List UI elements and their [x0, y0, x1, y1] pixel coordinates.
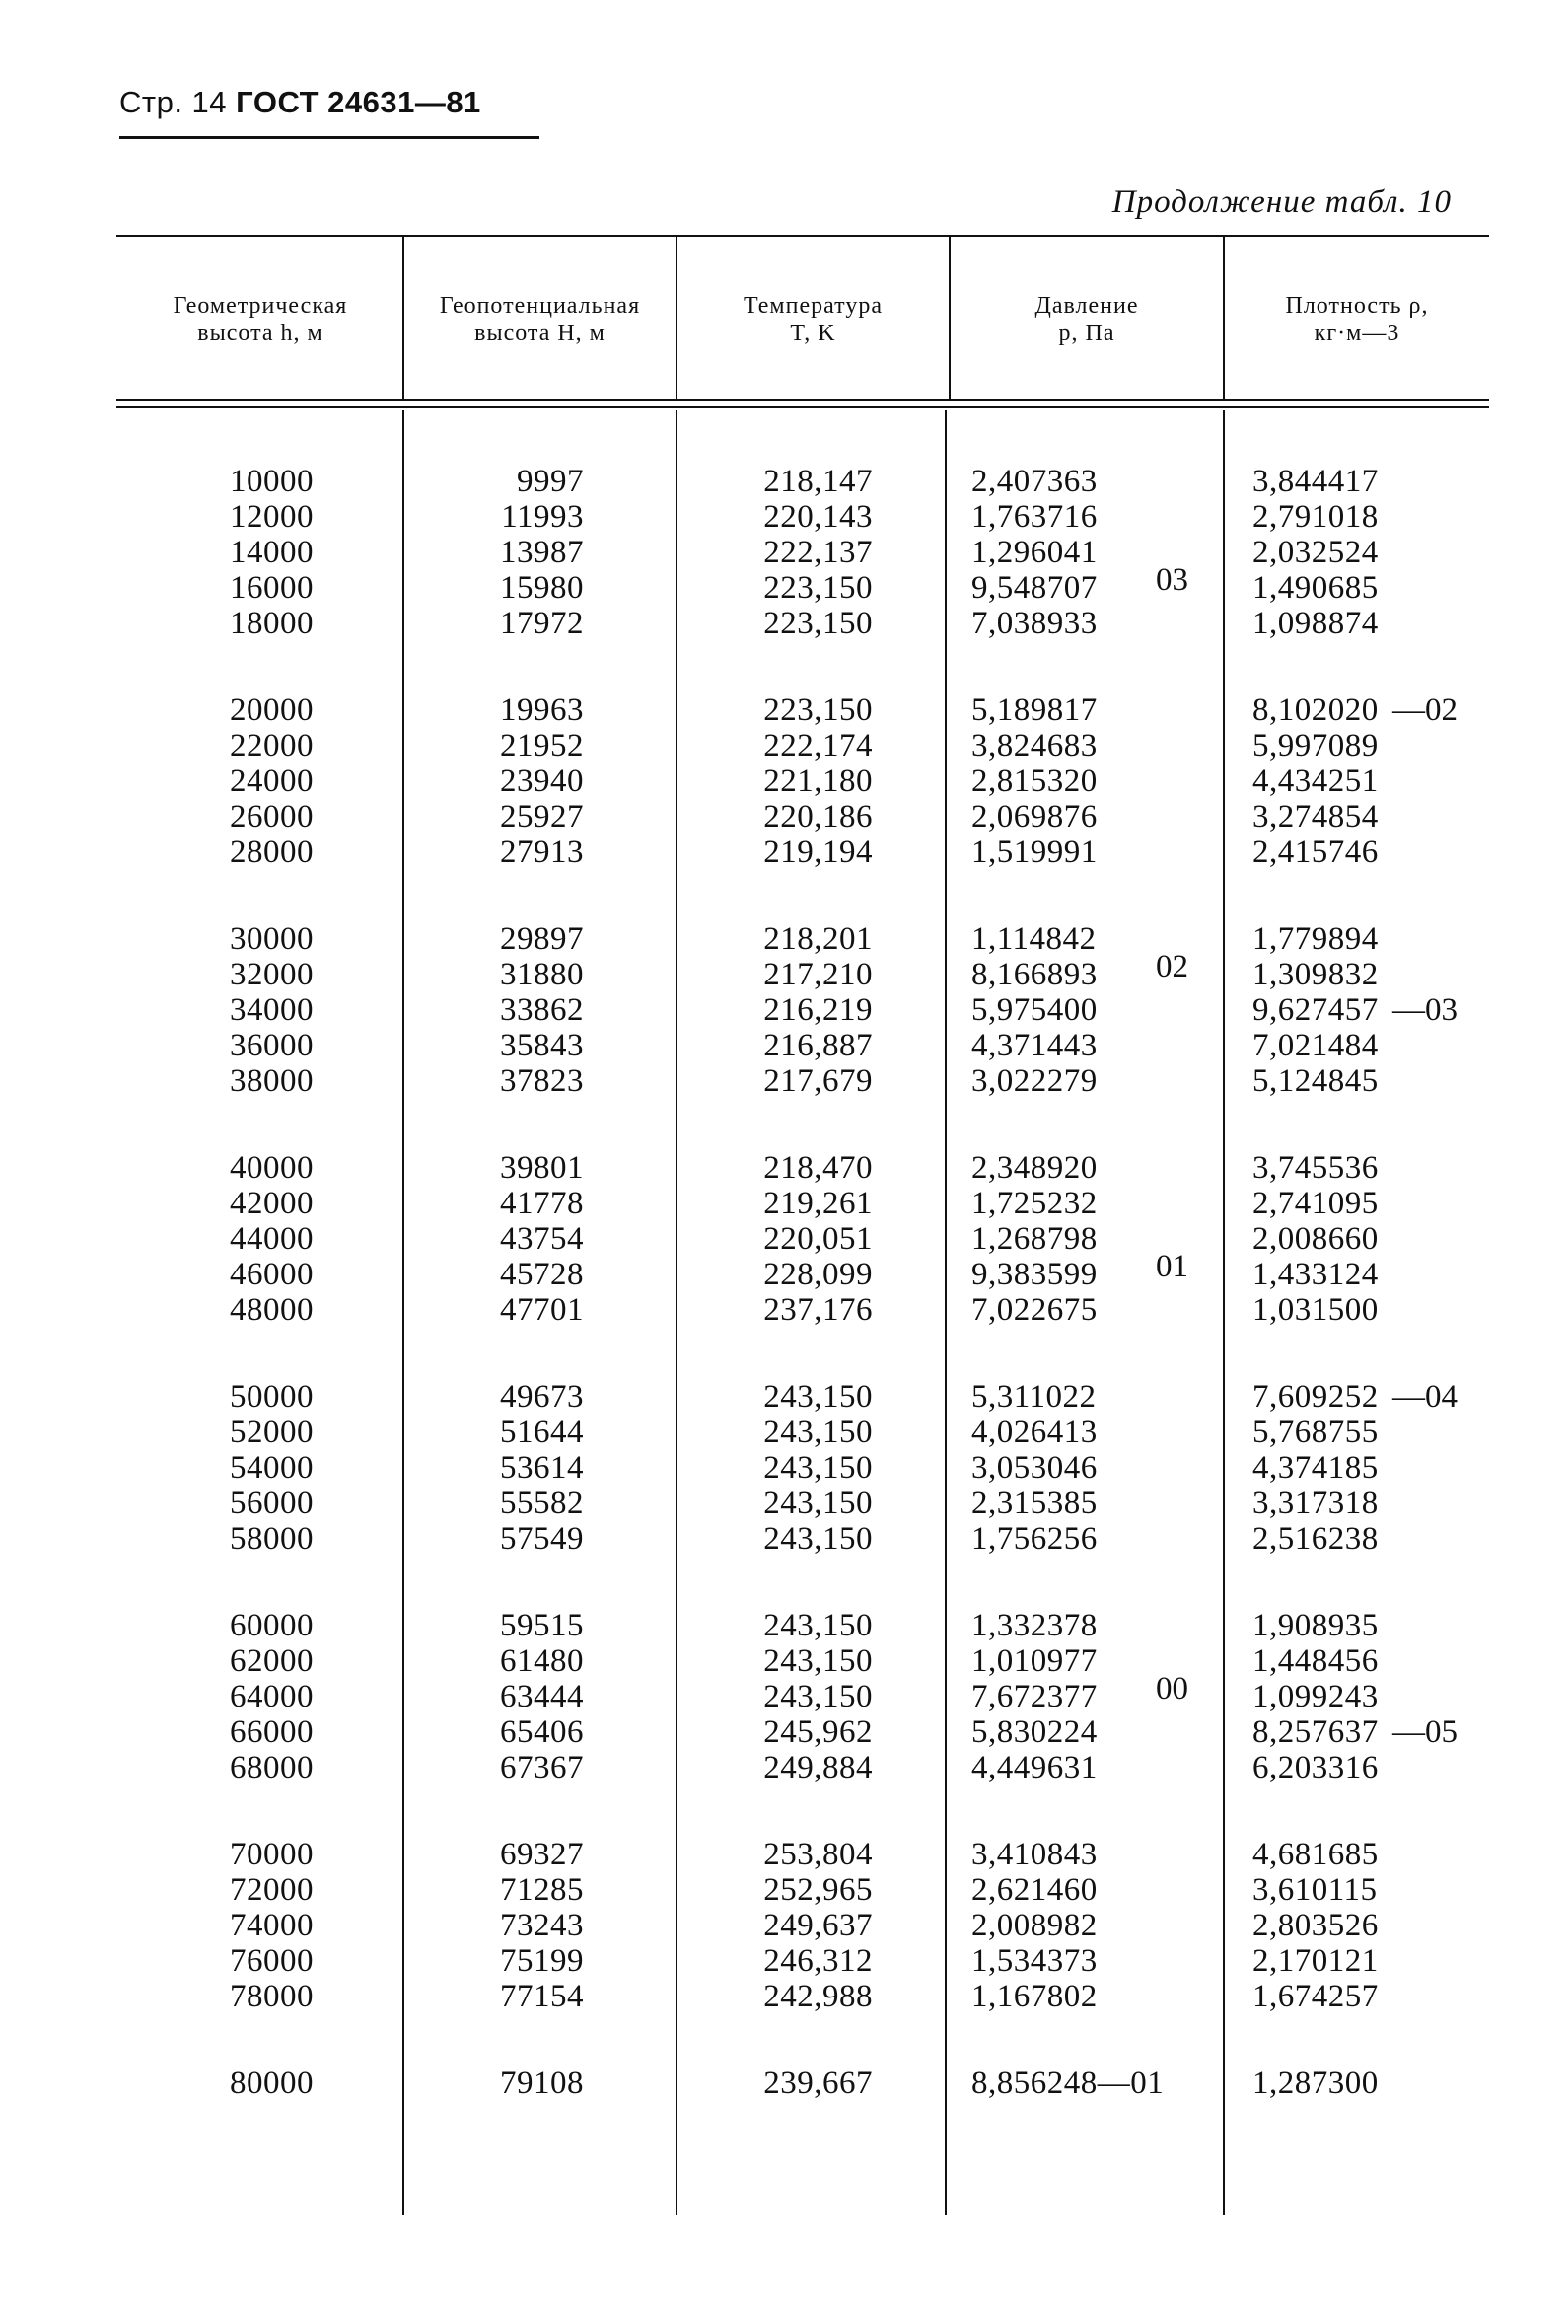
pressure-exponent: 01 [1156, 1249, 1188, 1284]
column-header-line: Давление [1034, 293, 1139, 319]
cell-geometric-height: 26000 [230, 799, 314, 835]
col-divider-1 [402, 410, 404, 2215]
cell-pressure: 9,383599 [971, 1257, 1098, 1292]
cell-pressure: 5,830224 [971, 1714, 1098, 1750]
cell-temperature: 219,194 [763, 835, 873, 870]
cell-temperature: 217,210 [763, 957, 873, 992]
cell-pressure: 1,756256 [971, 1521, 1098, 1557]
cell-temperature: 220,143 [763, 499, 873, 535]
column-header-line: p, Па [1058, 321, 1115, 346]
cell-geometric-height: 58000 [230, 1521, 314, 1557]
cell-density: 2,741095 [1252, 1186, 1379, 1221]
column-header-temperature [677, 292, 949, 347]
cell-density: 2,803526 [1252, 1908, 1379, 1943]
density-exponent: —04 [1392, 1379, 1458, 1415]
cell-temperature: 246,312 [763, 1943, 873, 1979]
cell-density: 1,490685 [1252, 570, 1379, 606]
cell-temperature: 221,180 [763, 763, 873, 799]
cell-temperature: 218,201 [763, 921, 873, 957]
cell-pressure: 1,725232 [971, 1186, 1098, 1221]
column-header-line: высота h, м [197, 321, 323, 346]
cell-geopotential-height: 27913 [500, 835, 584, 870]
cell-pressure: 9,548707 [971, 570, 1098, 606]
cell-geopotential-height: 67367 [500, 1750, 584, 1785]
column-header-line: Температура [744, 293, 883, 319]
cell-geopotential-height: 41778 [500, 1186, 584, 1221]
cell-geopotential-height: 25927 [500, 799, 584, 835]
cell-geometric-height: 76000 [230, 1943, 314, 1979]
cell-density: 4,374185 [1252, 1450, 1379, 1486]
column-header-line: Геометрическая [173, 293, 348, 319]
cell-geometric-height: 56000 [230, 1486, 314, 1521]
cell-geometric-height: 38000 [230, 1063, 314, 1099]
header-bottom-rule-1 [116, 399, 1489, 401]
cell-temperature: 220,051 [763, 1221, 873, 1257]
cell-pressure: 7,038933 [971, 606, 1098, 641]
cell-geopotential-height: 31880 [500, 957, 584, 992]
page-label: Стр. 14 [119, 85, 228, 119]
cell-pressure: 2,621460 [971, 1872, 1098, 1908]
cell-pressure: 5,189817 [971, 692, 1098, 728]
cell-geopotential-height: 21952 [500, 728, 584, 763]
cell-pressure: 2,815320 [971, 763, 1098, 799]
cell-geometric-height: 74000 [230, 1908, 314, 1943]
cell-geopotential-height: 33862 [500, 992, 584, 1028]
cell-density: 5,768755 [1252, 1415, 1379, 1450]
cell-density: 8,257637 [1252, 1714, 1379, 1750]
cell-geopotential-height: 19963 [500, 692, 584, 728]
cell-geometric-height: 34000 [230, 992, 314, 1028]
cell-geometric-height: 50000 [230, 1379, 314, 1415]
cell-geopotential-height: 43754 [500, 1221, 584, 1257]
cell-density: 1,287300 [1252, 2066, 1379, 2101]
cell-density: 2,170121 [1252, 1943, 1379, 1979]
col-divider-2 [676, 410, 677, 2215]
cell-temperature: 243,150 [763, 1415, 873, 1450]
cell-temperature: 216,219 [763, 992, 873, 1028]
cell-pressure: 4,026413 [971, 1415, 1098, 1450]
cell-density: 1,674257 [1252, 1979, 1379, 2014]
cell-pressure: 2,348920 [971, 1150, 1098, 1186]
cell-geopotential-height: 71285 [500, 1872, 584, 1908]
density-exponent: —03 [1392, 992, 1458, 1028]
cell-geopotential-height: 79108 [500, 2066, 584, 2101]
cell-geopotential-height: 63444 [500, 1679, 584, 1714]
cell-pressure: 1,763716 [971, 499, 1098, 535]
cell-density: 8,102020 [1252, 692, 1379, 728]
cell-temperature: 219,261 [763, 1186, 873, 1221]
cell-temperature: 216,887 [763, 1028, 873, 1063]
cell-density: 2,032524 [1252, 535, 1379, 570]
cell-geopotential-height: 47701 [500, 1292, 584, 1328]
cell-geopotential-height: 37823 [500, 1063, 584, 1099]
density-exponent: —02 [1392, 692, 1458, 728]
cell-geopotential-height: 77154 [500, 1979, 584, 2014]
cell-pressure: 1,332378 [971, 1608, 1098, 1643]
cell-geometric-height: 40000 [230, 1150, 314, 1186]
cell-temperature: 237,176 [763, 1292, 873, 1328]
cell-geopotential-height: 11993 [501, 499, 584, 535]
cell-density: 1,779894 [1252, 921, 1379, 957]
cell-density: 1,433124 [1252, 1257, 1379, 1292]
cell-geometric-height: 16000 [230, 570, 314, 606]
cell-temperature: 223,150 [763, 692, 873, 728]
cell-geopotential-height: 73243 [500, 1908, 584, 1943]
cell-pressure: 3,053046 [971, 1450, 1098, 1486]
column-header-geopotential-height [404, 292, 676, 347]
cell-density: 3,610115 [1252, 1872, 1378, 1908]
column-header-line: высота H, м [474, 321, 606, 346]
cell-geometric-height: 68000 [230, 1750, 314, 1785]
cell-temperature: 243,150 [763, 1379, 873, 1415]
cell-geometric-height: 44000 [230, 1221, 314, 1257]
cell-temperature: 249,637 [763, 1908, 873, 1943]
cell-pressure: 4,449631 [971, 1750, 1098, 1785]
cell-density: 3,745536 [1252, 1150, 1379, 1186]
cell-geometric-height: 46000 [230, 1257, 314, 1292]
cell-geopotential-height: 69327 [500, 1837, 584, 1872]
cell-geometric-height: 52000 [230, 1415, 314, 1450]
cell-geopotential-height: 65406 [500, 1714, 584, 1750]
cell-pressure: 3,410843 [971, 1837, 1098, 1872]
pressure-exponent: 02 [1156, 949, 1188, 984]
cell-pressure: 3,022279 [971, 1063, 1098, 1099]
cell-pressure: 4,371443 [971, 1028, 1098, 1063]
cell-geometric-height: 20000 [230, 692, 314, 728]
cell-geopotential-height: 39801 [500, 1150, 584, 1186]
cell-density: 6,203316 [1252, 1750, 1379, 1785]
cell-density: 3,317318 [1252, 1486, 1379, 1521]
cell-geopotential-height: 29897 [500, 921, 584, 957]
cell-geometric-height: 72000 [230, 1872, 314, 1908]
cell-temperature: 220,186 [763, 799, 873, 835]
cell-pressure: 1,010977 [971, 1643, 1098, 1679]
table-continuation-caption: Продолжение табл. 10 [1111, 184, 1452, 220]
cell-geometric-height: 62000 [230, 1643, 314, 1679]
cell-geometric-height: 12000 [230, 499, 314, 535]
cell-geometric-height: 70000 [230, 1837, 314, 1872]
cell-geopotential-height: 75199 [500, 1943, 584, 1979]
column-header-pressure [951, 292, 1223, 347]
cell-geometric-height: 14000 [230, 535, 314, 570]
cell-geopotential-height: 13987 [500, 535, 584, 570]
cell-density: 1,031500 [1252, 1292, 1379, 1328]
cell-density: 9,627457 [1252, 992, 1379, 1028]
cell-pressure: 5,311022 [971, 1379, 1097, 1415]
cell-density: 7,609252 [1252, 1379, 1379, 1415]
cell-geometric-height: 10000 [230, 464, 314, 499]
cell-geopotential-height: 59515 [500, 1608, 584, 1643]
cell-geopotential-height: 49673 [500, 1379, 584, 1415]
cell-pressure: 2,315385 [971, 1486, 1098, 1521]
cell-pressure: 1,534373 [971, 1943, 1098, 1979]
cell-density: 1,309832 [1252, 957, 1379, 992]
cell-density: 2,008660 [1252, 1221, 1379, 1257]
cell-temperature: 243,150 [763, 1679, 873, 1714]
cell-geopotential-height: 57549 [500, 1521, 584, 1557]
col-divider-3 [945, 410, 947, 2215]
cell-temperature: 249,884 [763, 1750, 873, 1785]
cell-temperature: 223,150 [763, 606, 873, 641]
cell-geopotential-height: 35843 [500, 1028, 584, 1063]
cell-temperature: 252,965 [763, 1872, 873, 1908]
pressure-exponent: 03 [1156, 562, 1188, 598]
cell-geometric-height: 78000 [230, 1979, 314, 2014]
cell-temperature: 239,667 [763, 2066, 873, 2101]
column-header-line: Плотность ρ, [1285, 293, 1429, 319]
cell-density: 2,415746 [1252, 835, 1379, 870]
column-header-density [1225, 292, 1489, 347]
cell-geometric-height: 54000 [230, 1450, 314, 1486]
cell-temperature: 245,962 [763, 1714, 873, 1750]
cell-geometric-height: 18000 [230, 606, 314, 641]
cell-geometric-height: 36000 [230, 1028, 314, 1063]
cell-density: 3,844417 [1252, 464, 1379, 499]
column-header-geometric-height [118, 292, 402, 347]
cell-temperature: 243,150 [763, 1521, 873, 1557]
page-header [119, 85, 481, 120]
cell-geopotential-height: 61480 [500, 1643, 584, 1679]
cell-density: 1,908935 [1252, 1608, 1379, 1643]
standard-title: ГОСТ 24631—81 [236, 85, 481, 119]
cell-geopotential-height: 51644 [500, 1415, 584, 1450]
table-top-rule [116, 235, 1489, 237]
density-exponent: —05 [1392, 1714, 1458, 1750]
cell-geopotential-height: 55582 [500, 1486, 584, 1521]
cell-temperature: 243,150 [763, 1608, 873, 1643]
cell-pressure: 2,407363 [971, 464, 1098, 499]
cell-pressure: 5,975400 [971, 992, 1098, 1028]
cell-pressure: 1,296041 [971, 535, 1098, 570]
header-underline [119, 136, 539, 139]
cell-temperature: 217,679 [763, 1063, 873, 1099]
cell-density: 1,099243 [1252, 1679, 1379, 1714]
cell-pressure: 7,672377 [971, 1679, 1098, 1714]
cell-geopotential-height: 15980 [500, 570, 584, 606]
cell-temperature: 223,150 [763, 570, 873, 606]
cell-geometric-height: 66000 [230, 1714, 314, 1750]
cell-density: 7,021484 [1252, 1028, 1379, 1063]
cell-geopotential-height: 53614 [500, 1450, 584, 1486]
cell-temperature: 222,174 [763, 728, 873, 763]
cell-density: 5,997089 [1252, 728, 1379, 763]
cell-geopotential-height: 17972 [500, 606, 584, 641]
cell-temperature: 243,150 [763, 1643, 873, 1679]
cell-geometric-height: 64000 [230, 1679, 314, 1714]
cell-density: 2,791018 [1252, 499, 1379, 535]
cell-pressure: 2,069876 [971, 799, 1098, 835]
column-header-line: Геопотенциальная [439, 293, 641, 319]
cell-geopotential-height: 23940 [500, 763, 584, 799]
cell-density: 2,516238 [1252, 1521, 1379, 1557]
cell-temperature: 222,137 [763, 535, 873, 570]
cell-pressure: 3,824683 [971, 728, 1098, 763]
cell-geopotential-height: 45728 [500, 1257, 584, 1292]
cell-density: 3,274854 [1252, 799, 1379, 835]
cell-geometric-height: 42000 [230, 1186, 314, 1221]
cell-pressure: 2,008982 [971, 1908, 1098, 1943]
cell-geometric-height: 60000 [230, 1608, 314, 1643]
cell-pressure: 1,519991 [971, 835, 1098, 870]
cell-geometric-height: 22000 [230, 728, 314, 763]
cell-pressure: 1,167802 [971, 1979, 1098, 2014]
column-header-line: кг·м—3 [1314, 321, 1400, 346]
cell-density: 4,681685 [1252, 1837, 1379, 1872]
cell-density: 5,124845 [1252, 1063, 1379, 1099]
cell-geometric-height: 24000 [230, 763, 314, 799]
col-divider-4 [1223, 410, 1225, 2215]
cell-temperature: 218,470 [763, 1150, 873, 1186]
cell-pressure: 7,022675 [971, 1292, 1098, 1328]
cell-temperature: 243,150 [763, 1486, 873, 1521]
cell-geopotential-height: 9997 [517, 464, 584, 499]
cell-geometric-height: 30000 [230, 921, 314, 957]
cell-pressure: 8,166893 [971, 957, 1098, 992]
pressure-exponent: 00 [1156, 1671, 1188, 1707]
cell-geometric-height: 28000 [230, 835, 314, 870]
cell-temperature: 218,147 [763, 464, 873, 499]
cell-density: 4,434251 [1252, 763, 1379, 799]
cell-temperature: 253,804 [763, 1837, 873, 1872]
cell-temperature: 243,150 [763, 1450, 873, 1486]
cell-density: 1,098874 [1252, 606, 1379, 641]
cell-temperature: 242,988 [763, 1979, 873, 2014]
column-header-line: T, K [790, 321, 836, 346]
cell-geometric-height: 32000 [230, 957, 314, 992]
cell-pressure: 1,268798 [971, 1221, 1098, 1257]
cell-density: 1,448456 [1252, 1643, 1379, 1679]
cell-pressure: 1,114842 [971, 921, 1097, 957]
cell-geometric-height: 48000 [230, 1292, 314, 1328]
cell-geometric-height: 80000 [230, 2066, 314, 2101]
cell-pressure: 8,856248—01 [971, 2066, 1165, 2101]
header-bottom-rule-2 [116, 406, 1489, 408]
cell-temperature: 228,099 [763, 1257, 873, 1292]
